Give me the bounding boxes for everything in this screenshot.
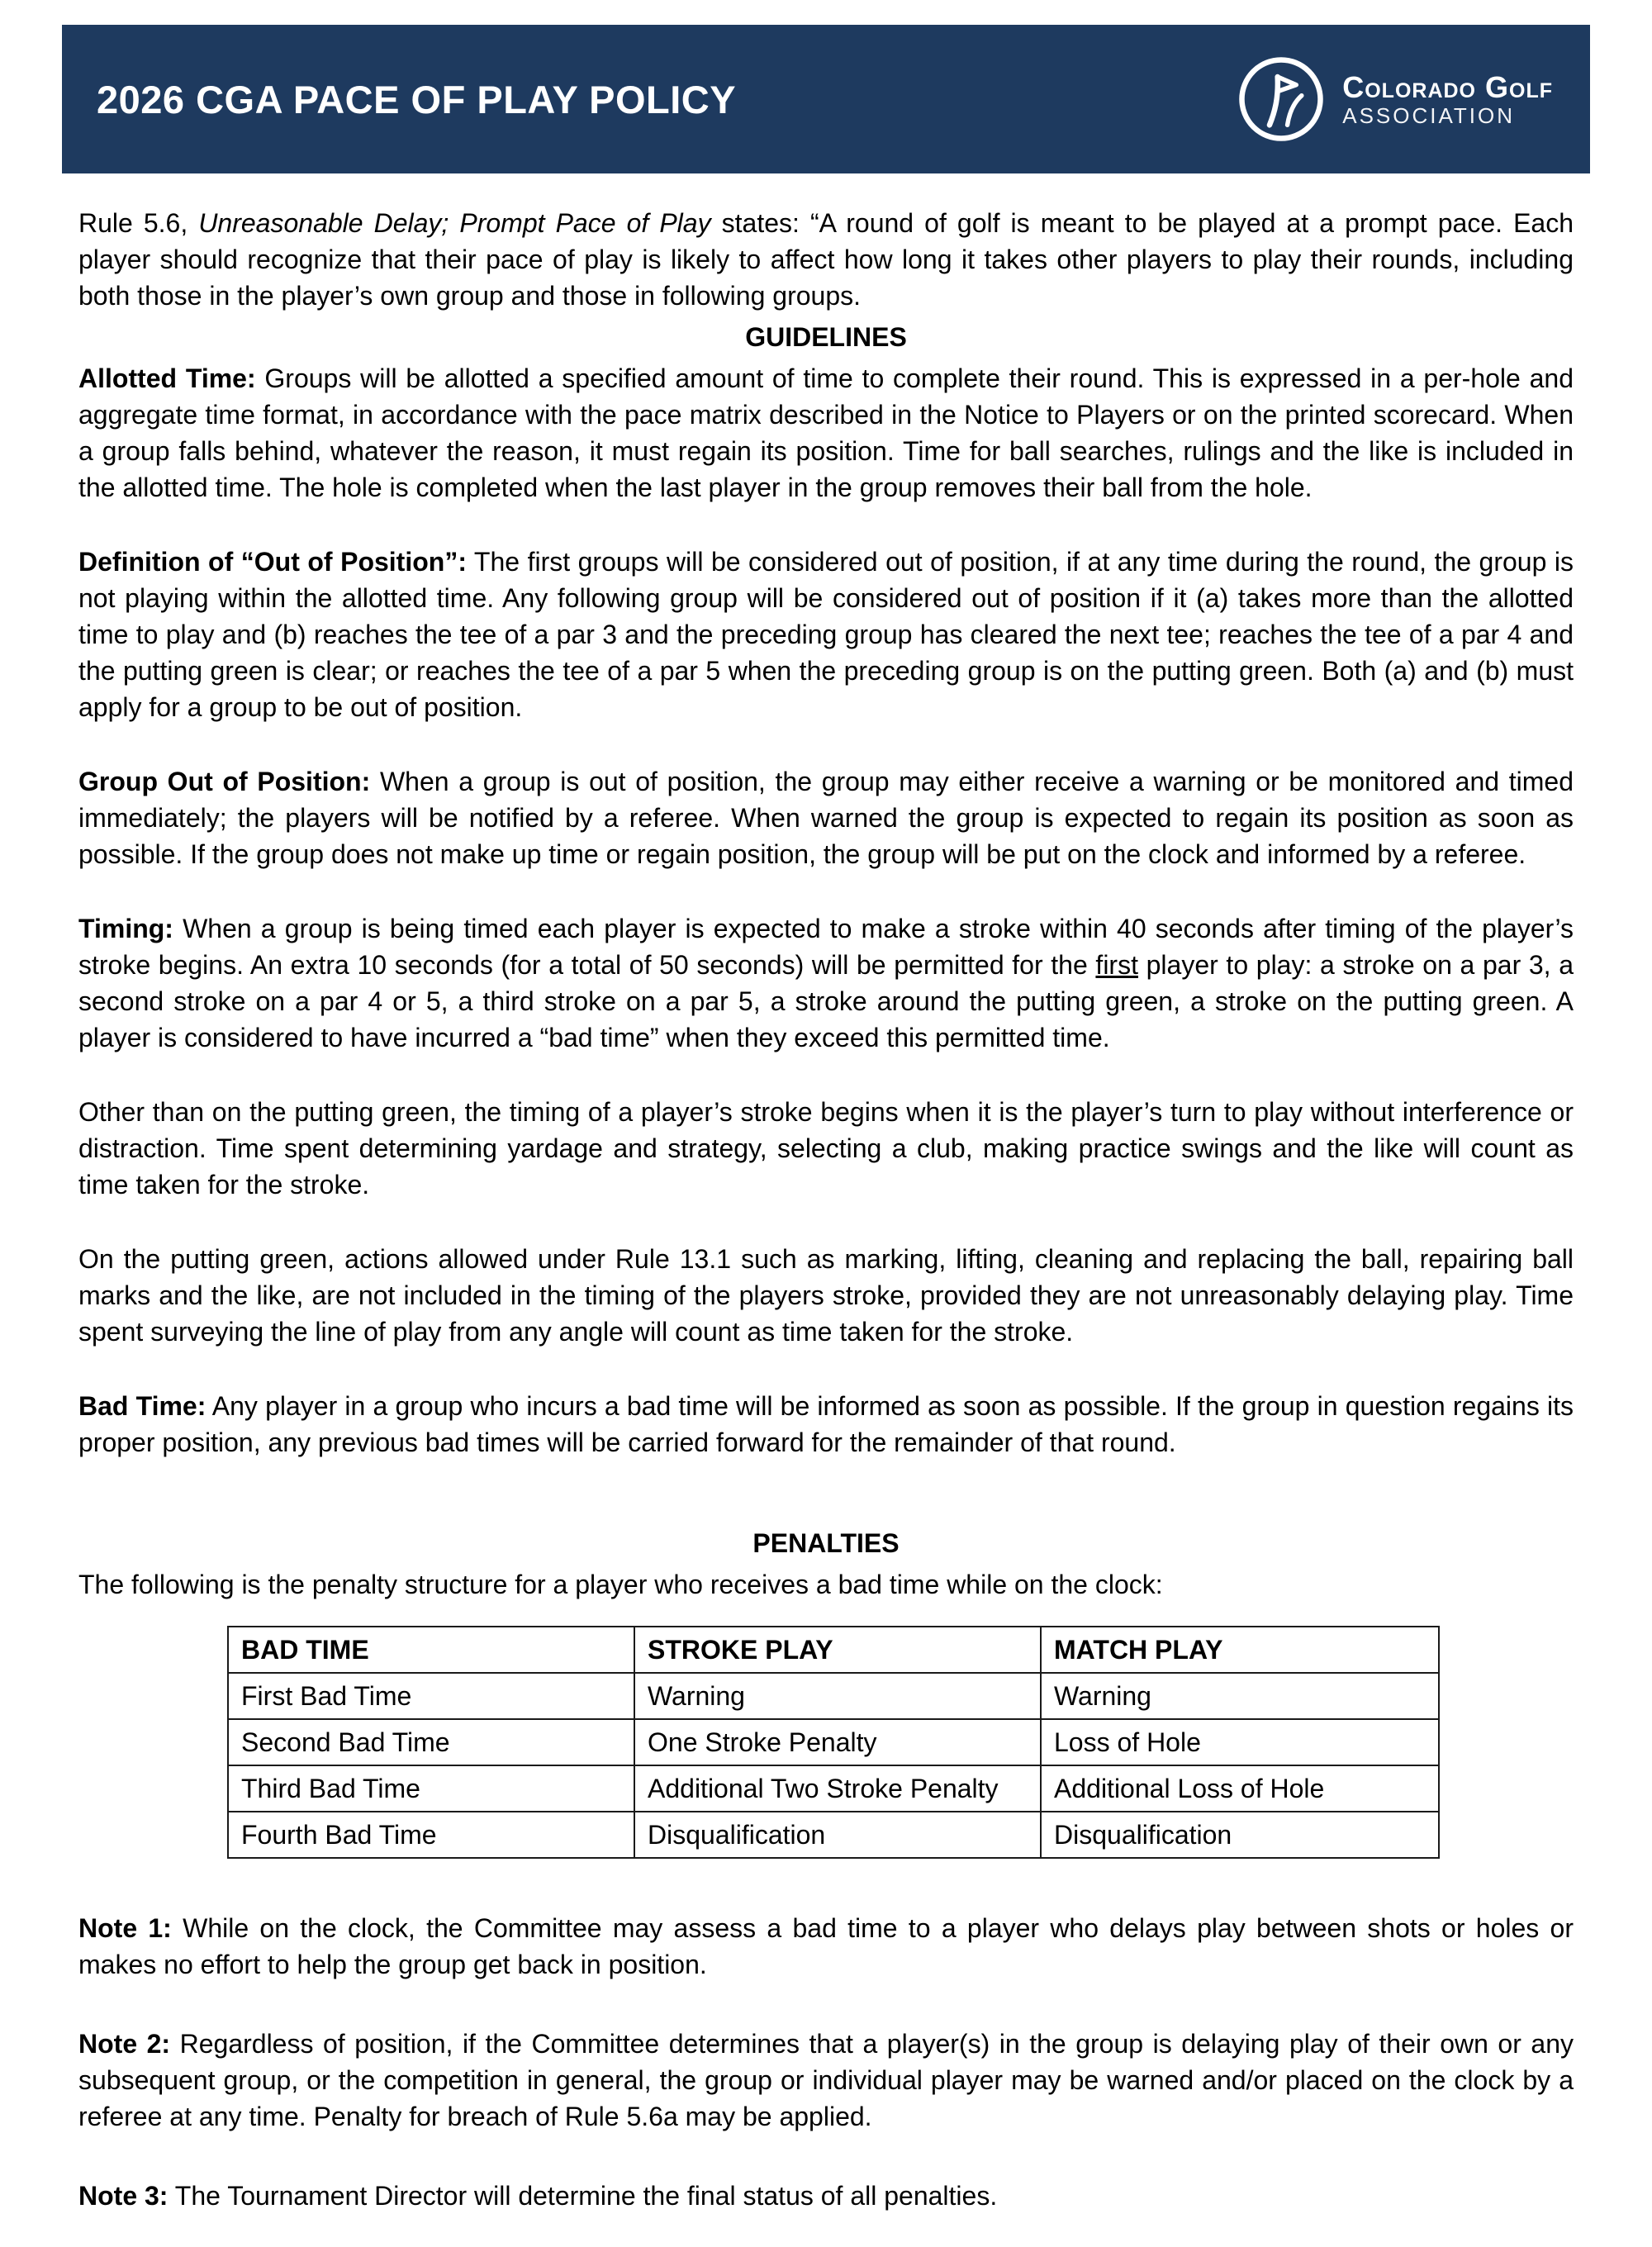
table-row: [228, 1719, 1439, 1765]
cga-logo: [1237, 55, 1553, 144]
text-run: On the putting green, actions allowed under Rule 13.1 such as marking, lifting, cleaning and replacing the ball, repairing ball marks and the like, are not included in the timing of the players stroke, provided they are not unreasonably delaying play. Time spent surveying the line of play from any angle will count as time taken for the stroke.: [78, 1244, 1574, 1347]
cga-logo-text: [1342, 71, 1553, 127]
text-run: The first groups will be considered out of position, if at any time during the round, the group is not playing within the allotted time. Any following group will be considered out of position if it (a) takes more than the allotted time to play and (b) reaches the tee of a par 3 and the preceding group has cleared the next tee; reaches the tee of a par 4 and the putting green is clear; or reaches the tee of a par 5 when the preceding group is on the putting green. Both (a) and (b) must apply for a group to be out of position.: [78, 547, 1574, 722]
putting-green-paragraph: [78, 1241, 1574, 1350]
table-cell: Fourth Bad Time: [228, 1812, 634, 1858]
text-run: Note 1:: [78, 1913, 172, 1943]
penalty-structure-intro-paragraph: [78, 1566, 1574, 1603]
text-run: Unreasonable Delay; Prompt Pace of Play: [198, 208, 711, 238]
table-cell: Warning: [634, 1673, 1041, 1719]
text-run: While on the clock, the Committee may assess a bad time to a player who delays play between shots or holes or makes no effort to help the group get back in position.: [78, 1913, 1574, 1979]
table-cell: Second Bad Time: [228, 1719, 634, 1765]
text-run: Note 3:: [78, 2181, 169, 2211]
table-cell: Disqualification: [634, 1812, 1041, 1858]
intro-paragraph: [78, 205, 1574, 314]
out-of-position-definition-paragraph: [78, 544, 1574, 725]
table-header-cell: MATCH PLAY: [1041, 1627, 1439, 1673]
table-cell: One Stroke Penalty: [634, 1719, 1041, 1765]
text-run: states: “A round of golf is meant to be played at a prompt pace. Each player should recognize that their pace of play is likely to affect how long it takes other players to play their rounds, including both those in the player’s own group and those in following groups.: [78, 208, 1574, 311]
allotted-time-paragraph: [78, 360, 1574, 506]
text-run: first: [1095, 950, 1138, 980]
logo-text-secondary: ASSOCIATION: [1342, 102, 1516, 128]
table-row: [228, 1673, 1439, 1719]
text-run: Bad Time:: [78, 1391, 206, 1421]
table-header-cell: BAD TIME: [228, 1627, 634, 1673]
text-run: Timing:: [78, 914, 173, 943]
note-1-paragraph: [78, 1910, 1574, 1983]
table-cell: First Bad Time: [228, 1673, 634, 1719]
text-run: Regardless of position, if the Committee determines that a player(s) in the group is delaying play of their own or any subsequent group, or the competition in general, the group or individual player may be warned and/or placed on the clock by a referee at any time. Penalty for breach of Rule 5.6a may be applied.: [78, 2029, 1574, 2131]
bad-time-paragraph: [78, 1388, 1574, 1461]
table-cell: Disqualification: [1041, 1812, 1439, 1858]
text-run: Groups will be allotted a specified amount of time to complete their round. This is expressed in a per-hole and aggregate time format, in accordance with the pace matrix described in the Notice to Players or on the printed scorecard. When a group falls behind, whatever the reason, it must regain its position. Time for ball searches, rulings and the like is included in the allotted time. The hole is completed when the last player in the group removes their ball from the hole.: [78, 363, 1574, 502]
note-2-paragraph: [78, 2026, 1574, 2135]
note-3-paragraph: [78, 2178, 1574, 2214]
stroke-timing-paragraph: [78, 1094, 1574, 1203]
table-header-cell: STROKE PLAY: [634, 1627, 1041, 1673]
table-row: [228, 1765, 1439, 1812]
text-run: The Tournament Director will determine the final status of all penalties.: [168, 2181, 998, 2211]
text-run: The following is the penalty structure for a player who receives a bad time while on the clock:: [78, 1570, 1163, 1599]
header-banner: [62, 25, 1590, 173]
cga-logo-icon: [1237, 55, 1326, 144]
penalty-table: [227, 1626, 1440, 1859]
text-run: Rule 5.6,: [78, 208, 199, 238]
logo-text-primary: Colorado Golf: [1342, 69, 1553, 104]
text-run: Group Out of Position:: [78, 767, 371, 796]
guidelines-heading: GUIDELINES: [745, 322, 907, 352]
text-run: player to play: a stroke on a par 3, a second stroke on a par 4 or 5, a third stroke on a par 5, a stroke around the putting green, a stroke on the putting green. A player is considered to have incurred a “bad time” when they exceed this permitted time.: [78, 950, 1574, 1052]
text-run: When a group is being timed each player is expected to make a stroke within 40 seconds after timing of the player’s stroke begins. An extra 10 seconds (for a total of 50 seconds) will be permitted for the: [78, 914, 1574, 980]
penalties-heading: PENALTIES: [752, 1528, 900, 1558]
document-body: [78, 205, 1574, 2214]
group-out-of-position-paragraph: [78, 763, 1574, 872]
table-cell: Additional Two Stroke Penalty: [634, 1765, 1041, 1812]
timing-paragraph: [78, 910, 1574, 1056]
table-row: [228, 1812, 1439, 1858]
table-cell: Additional Loss of Hole: [1041, 1765, 1439, 1812]
text-run: Any player in a group who incurs a bad time will be informed as soon as possible. If the group in question regains its proper position, any previous bad times will be carried forward for the remainder of that round.: [78, 1391, 1574, 1457]
page-title: 2026 CGA PACE OF PLAY POLICY: [97, 77, 737, 121]
table-cell: Warning: [1041, 1673, 1439, 1719]
text-run: Other than on the putting green, the timing of a player’s stroke begins when it is the player’s turn to play without interference or distraction. Time spent determining yardage and strategy, selecting a club, making practice swings and the like will count as time taken for the stroke.: [78, 1097, 1574, 1200]
table-header-row: [228, 1627, 1439, 1673]
text-run: When a group is out of position, the group may either receive a warning or be monitored and timed immediately; the players will be notified by a referee. When warned the group is expected to regain its position as soon as possible. If the group does not make up time or regain position, the group will be put on the clock and informed by a referee.: [78, 767, 1574, 869]
text-run: Allotted Time:: [78, 363, 256, 393]
text-run: Definition of “Out of Position”:: [78, 547, 467, 577]
table-cell: Third Bad Time: [228, 1765, 634, 1812]
table-cell: Loss of Hole: [1041, 1719, 1439, 1765]
text-run: Note 2:: [78, 2029, 171, 2059]
